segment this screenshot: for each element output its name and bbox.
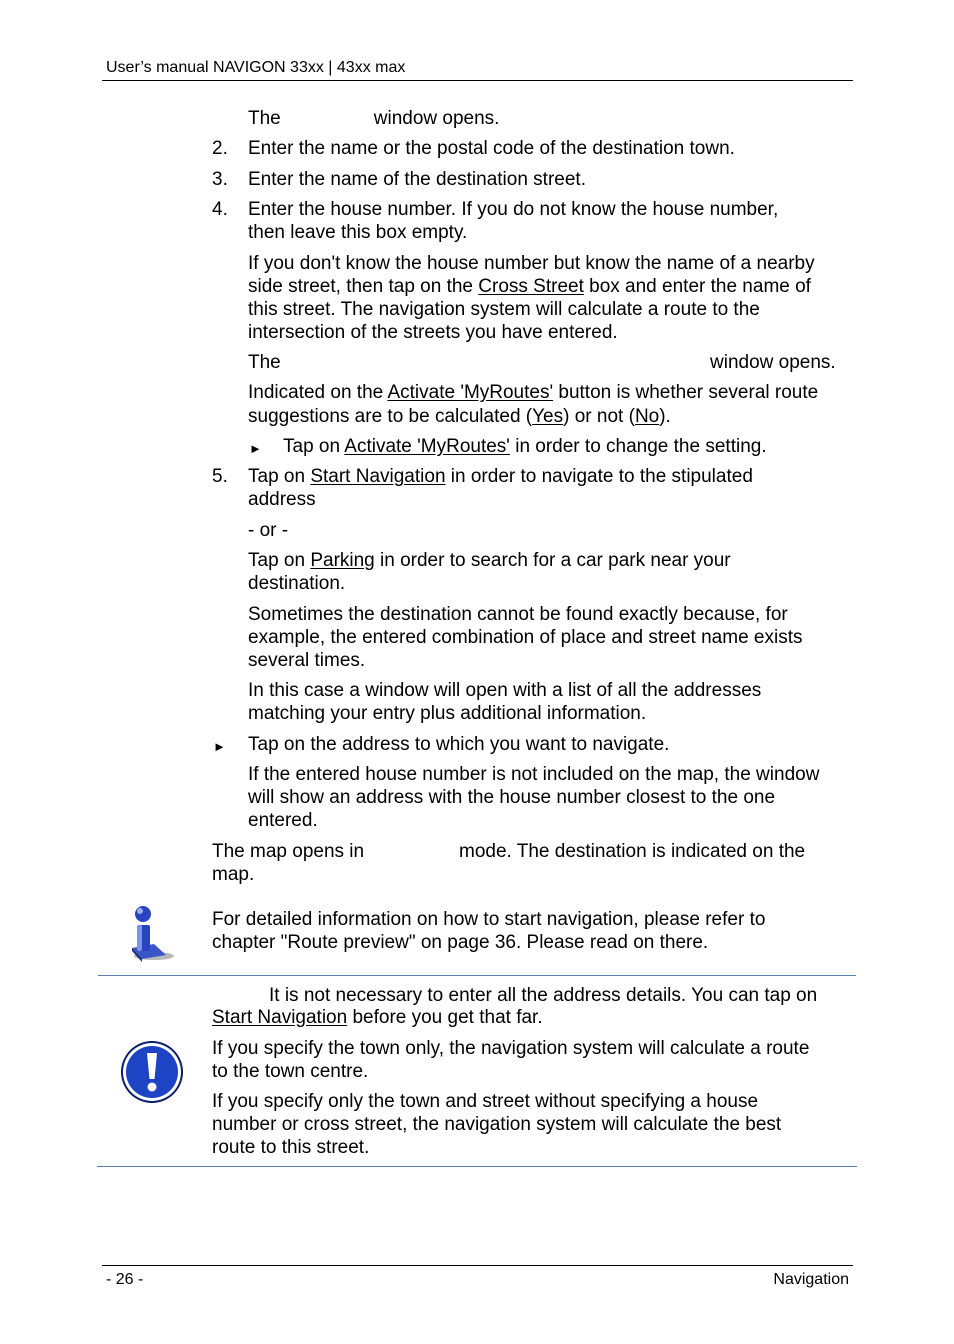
text-segment: suggestions are to be calculated ( — [248, 406, 533, 427]
info-icon — [124, 903, 178, 963]
info-note-text: For detailed information on how to start navigation, please refer to — [212, 909, 766, 930]
paragraph-line — [248, 405, 671, 428]
text-segment: in order to search for a car park near your — [374, 550, 731, 571]
start-navigation-link[interactable]: Start Navigation — [212, 1007, 348, 1028]
yes-link[interactable]: Yes — [532, 406, 564, 427]
paragraph-line: entered. — [248, 810, 318, 831]
paragraph-line: several times. — [248, 650, 366, 671]
activate-myroutes-link[interactable]: Activate 'MyRoutes' — [344, 436, 510, 457]
text-segment: ). — [659, 406, 671, 427]
paragraph-line — [248, 549, 731, 572]
text-segment: side street, then tap on the — [248, 276, 479, 297]
footer-rule — [102, 1265, 853, 1266]
text-segment: Indicated on the — [248, 382, 388, 403]
step-text: address — [248, 489, 316, 510]
paragraph-line: mode. The destination is indicated on the — [459, 841, 806, 862]
no-link[interactable]: No — [634, 406, 660, 427]
text-line — [248, 107, 499, 130]
step-text: Enter the house number. If you do not know the house number, — [248, 199, 779, 220]
header-rule — [102, 80, 853, 81]
paragraph-line: map. — [212, 864, 255, 885]
cross-street-link[interactable]: Cross Street — [478, 276, 584, 297]
warning-note-text: number or cross street, the navigation system will calculate the best — [212, 1114, 782, 1135]
page-number: - 26 - — [106, 1271, 144, 1288]
paragraph-line: Sometimes the destination cannot be found exactly because, for — [248, 604, 788, 625]
paragraph-line — [248, 275, 811, 298]
text-segment: in order to navigate to the stipulated — [445, 466, 753, 487]
step-text: then leave this box empty. — [248, 222, 468, 243]
text-segment: The — [248, 108, 281, 129]
text-segment: Tap on — [248, 466, 311, 487]
footer-section: Navigation — [773, 1271, 849, 1288]
bullet-arrow-icon: ► — [249, 441, 262, 456]
paragraph-line: intersection of the streets you have entered. — [248, 322, 618, 343]
warning-note-text: route to this street. — [212, 1137, 370, 1158]
header-title: User’s manual NAVIGON 33xx | 43xx max — [106, 59, 406, 76]
text-segment: window opens. — [373, 108, 500, 129]
start-navigation-link[interactable]: Start Navigation — [310, 466, 446, 487]
text-segment: Tap on — [283, 436, 345, 457]
info-note-text: chapter "Route preview" on page 36. Please read on there. — [212, 932, 709, 953]
note-rule — [98, 975, 856, 976]
text-line: window opens. — [710, 352, 836, 373]
step-text — [248, 465, 753, 488]
bullet-text: Tap on the address to which you want to navigate. — [248, 734, 670, 755]
text-segment: box and enter the name of — [583, 276, 811, 297]
text-line: The — [248, 352, 281, 373]
note-rule — [97, 1166, 857, 1167]
activate-myroutes-link[interactable]: Activate 'MyRoutes' — [387, 382, 554, 403]
text-segment: before you get that far. — [347, 1007, 543, 1028]
step-number: 4. — [212, 199, 228, 220]
warning-note-text — [212, 1006, 543, 1029]
step-number: 2. — [212, 138, 228, 159]
paragraph-line: In this case a window will open with a list of all the addresses — [248, 680, 762, 701]
text-segment: Tap on — [248, 550, 311, 571]
warning-note-text: to the town centre. — [212, 1061, 369, 1082]
step-text: Enter the name of the destination street. — [248, 169, 586, 190]
step-number: 3. — [212, 169, 228, 190]
paragraph-line: example, the entered combination of place and street name exists — [248, 627, 803, 648]
warning-note-text: It is not necessary to enter all the address details. You can tap on — [269, 985, 818, 1006]
step-number: 5. — [212, 466, 228, 487]
warning-note-text: If you specify only the town and street without specifying a house — [212, 1091, 759, 1112]
paragraph-line: this street. The navigation system will calculate a route to the — [248, 299, 760, 320]
text-segment: ) or not ( — [563, 406, 635, 427]
paragraph-line: The map opens in — [212, 841, 365, 862]
paragraph-line: destination. — [248, 573, 346, 594]
bullet-arrow-icon: ► — [213, 739, 226, 754]
step-text: Enter the name or the postal code of the destination town. — [248, 138, 735, 159]
text-segment: in order to change the setting. — [509, 436, 767, 457]
or-separator: - or - — [248, 520, 289, 541]
paragraph-line: If you don't know the house number but know the name of a nearby — [248, 253, 815, 274]
paragraph-line: will show an address with the house number closest to the one — [248, 787, 776, 808]
paragraph-line: matching your entry plus additional information. — [248, 703, 647, 724]
exclamation-icon — [120, 1040, 184, 1104]
parking-link[interactable]: Parking — [310, 550, 375, 571]
paragraph-line — [248, 381, 818, 404]
warning-note-text: If you specify the town only, the navigation system will calculate a route — [212, 1038, 810, 1059]
paragraph-line: If the entered house number is not included on the map, the window — [248, 764, 820, 785]
text-segment: button is whether several route — [553, 382, 819, 403]
bullet-text — [283, 435, 767, 458]
